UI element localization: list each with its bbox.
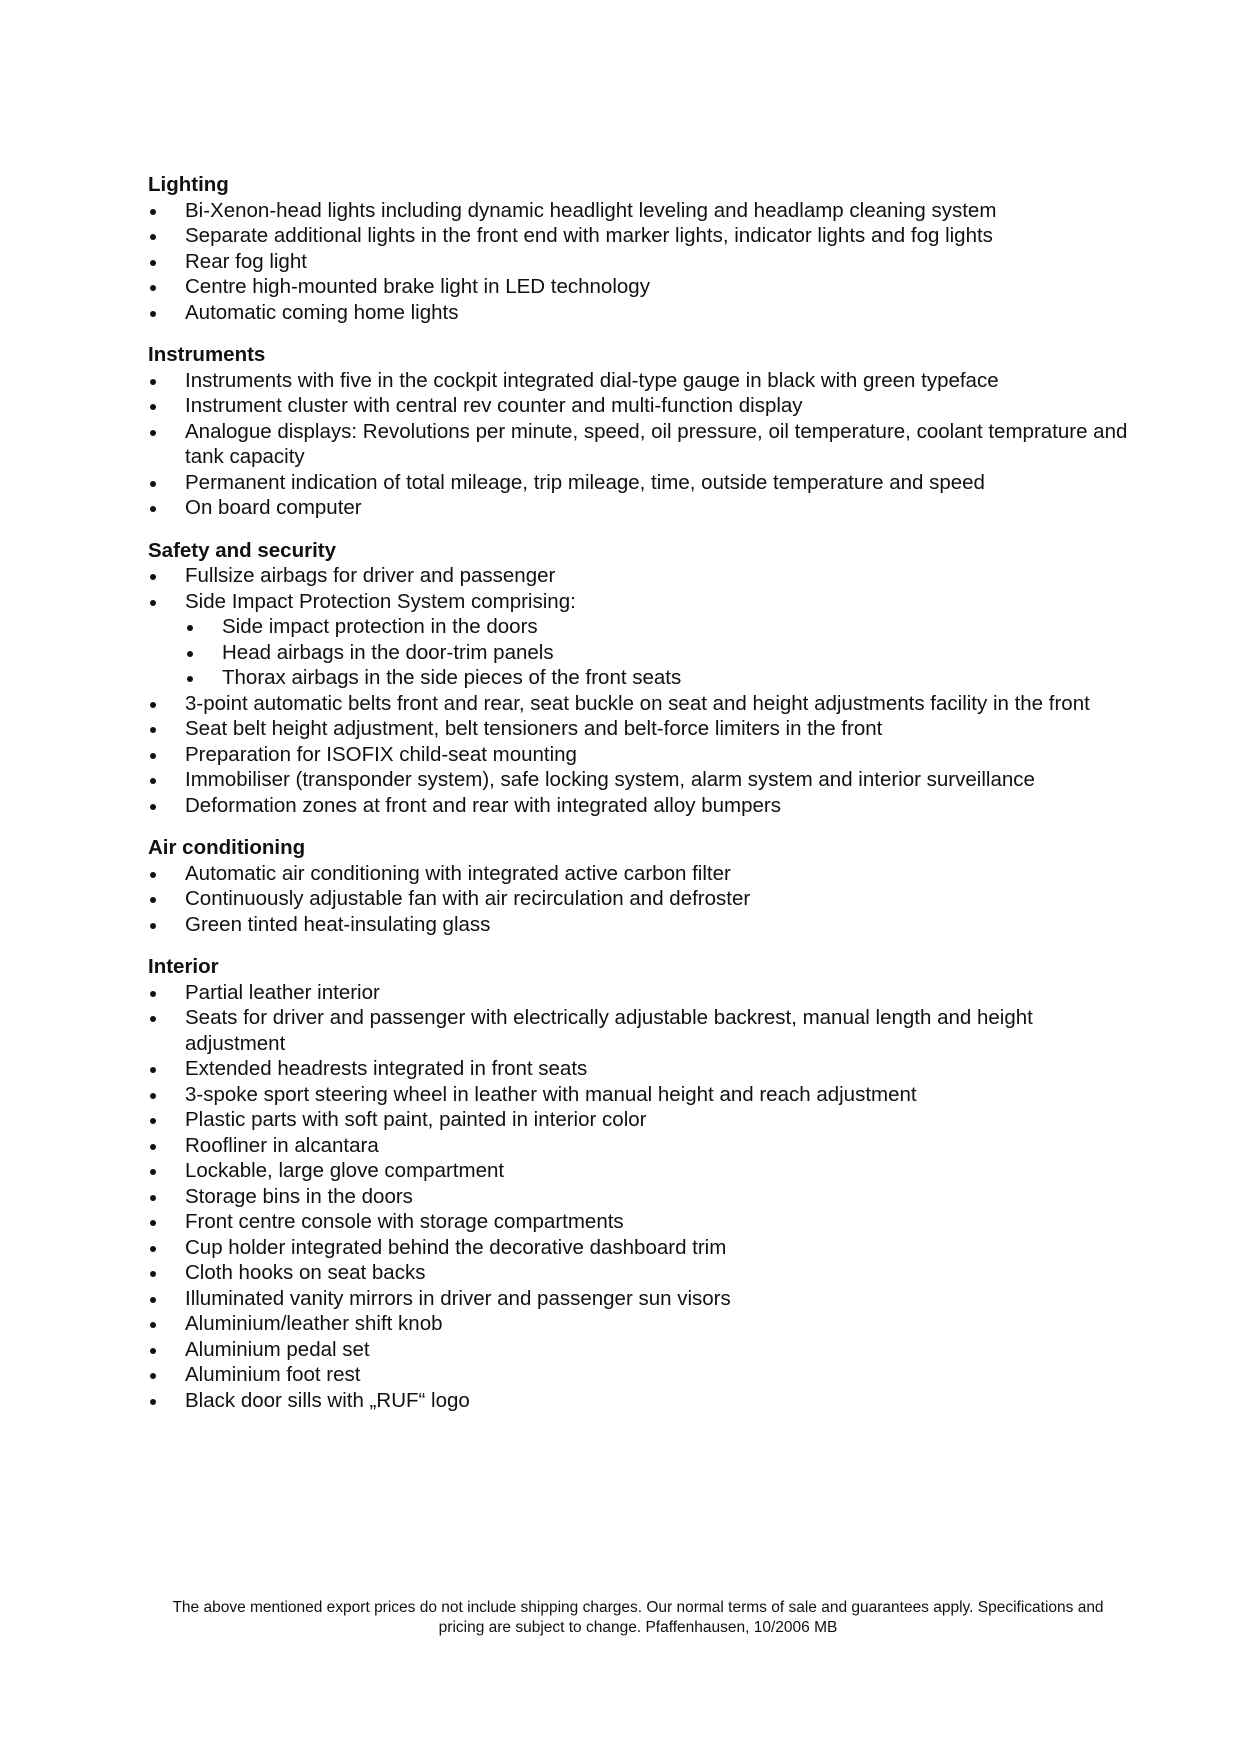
list-item: Cup holder integrated behind the decorative dashboard trim [148, 1235, 1128, 1261]
footer-disclaimer: The above mentioned export prices do not include shipping charges. Our normal terms of sale and guarantees apply. Specifications and pricing are subject to change. Pfaffenhausen, 10/2006 MB [172, 1599, 1104, 1636]
list-item: Green tinted heat-insulating glass [148, 912, 1128, 938]
list-item: Immobiliser (transponder system), safe locking system, alarm system and interior surveillance [148, 767, 1128, 793]
list-item: Preparation for ISOFIX child-seat mounting [148, 742, 1128, 768]
list-item: Separate additional lights in the front end with marker lights, indicator lights and fog lights [148, 223, 1128, 249]
section-heading: Lighting [148, 173, 229, 196]
list-item: Illuminated vanity mirrors in driver and passenger sun visors [148, 1286, 1128, 1312]
item-list [148, 861, 1128, 938]
item-list [148, 563, 1128, 818]
list-item: Plastic parts with soft paint, painted in interior color [148, 1107, 1128, 1133]
section-instruments [148, 342, 1128, 521]
list-item: Instrument cluster with central rev counter and multi-function display [148, 393, 1128, 419]
list-item: Analogue displays: Revolutions per minute, speed, oil pressure, oil temperature, coolant temprature and tank capacity [148, 419, 1128, 470]
list-item: Roofliner in alcantara [148, 1133, 1128, 1159]
list-item: Seats for driver and passenger with electrically adjustable backrest, manual length and height adjustment [148, 1005, 1128, 1056]
sub-list-item: Head airbags in the door-trim panels [185, 640, 1128, 666]
item-list [148, 980, 1128, 1414]
list-item: On board computer [148, 495, 1128, 521]
list-item: Lockable, large glove compartment [148, 1158, 1128, 1184]
list-item: Extended headrests integrated in front seats [148, 1056, 1128, 1082]
section-heading: Air conditioning [148, 836, 306, 859]
list-item: Partial leather interior [148, 980, 1128, 1006]
list-item: Instruments with five in the cockpit integrated dial-type gauge in black with green typeface [148, 368, 1128, 394]
list-item: Aluminium pedal set [148, 1337, 1128, 1363]
list-item: Fullsize airbags for driver and passenger [148, 563, 1128, 589]
list-item: 3-spoke sport steering wheel in leather with manual height and reach adjustment [148, 1082, 1128, 1108]
list-item: Automatic coming home lights [148, 300, 1128, 326]
sub-item-list [185, 614, 1128, 691]
list-item: Seat belt height adjustment, belt tensioners and belt-force limiters in the front [148, 716, 1128, 742]
list-item: Continuously adjustable fan with air recirculation and defroster [148, 886, 1128, 912]
list-item: Front centre console with storage compartments [148, 1209, 1128, 1235]
item-list [148, 198, 1128, 326]
sub-list-item: Side impact protection in the doors [185, 614, 1128, 640]
section-interior [148, 954, 1128, 1413]
list-item: Bi-Xenon-head lights including dynamic headlight leveling and headlamp cleaning system [148, 198, 1128, 224]
sub-list-item: Thorax airbags in the side pieces of the front seats [185, 665, 1128, 691]
section-heading: Instruments [148, 343, 266, 366]
list-item: Centre high-mounted brake light in LED technology [148, 274, 1128, 300]
section-heading: Interior [148, 955, 219, 978]
list-item: Storage bins in the doors [148, 1184, 1128, 1210]
spec-document [148, 172, 1128, 1430]
section-heading: Safety and security [148, 538, 336, 562]
list-item: Automatic air conditioning with integrated active carbon filter [148, 861, 1128, 887]
section-air-conditioning [148, 835, 1128, 937]
list-item: Rear fog light [148, 249, 1128, 275]
list-item: 3-point automatic belts front and rear, seat buckle on seat and height adjustments facility in the front [148, 691, 1128, 717]
list-item-text: Side Impact Protection System comprising: [185, 589, 576, 613]
item-list [148, 368, 1128, 521]
list-item: Deformation zones at front and rear with integrated alloy bumpers [148, 793, 1128, 819]
list-item: Cloth hooks on seat backs [148, 1260, 1128, 1286]
list-item: Aluminium/leather shift knob [148, 1311, 1128, 1337]
list-item: Black door sills with „RUF“ logo [148, 1388, 1128, 1414]
list-item: Aluminium foot rest [148, 1362, 1128, 1388]
section-safety-and-security [148, 538, 1128, 819]
list-item: Permanent indication of total mileage, trip mileage, time, outside temperature and speed [148, 470, 1128, 496]
section-lighting [148, 172, 1128, 325]
list-item [148, 589, 1128, 691]
